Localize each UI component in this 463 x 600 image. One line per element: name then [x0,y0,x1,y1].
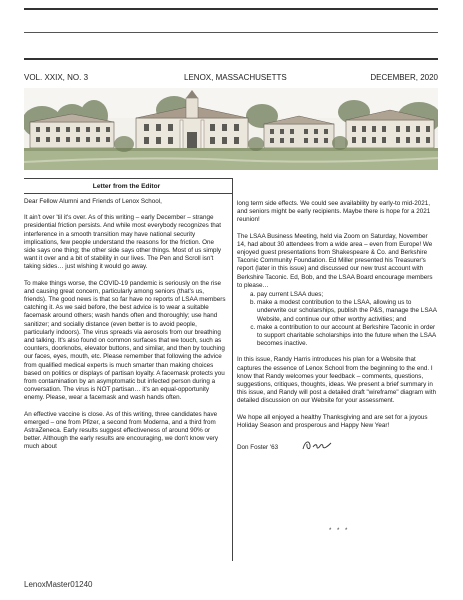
list-item: a. pay current LSAA dues; [257,291,437,299]
letter-column-left [24,198,226,460]
letter-paragraph: It ain't over 'til it's over. As of this writing – early December – strange presidential friction persists. And while most everybody recognizes that interference in a smooth transition may have national security implications, few people understand the reasons for the friction. One side says one thing; the other side says other things. Most of us simply want it over and a bit of stability in our lives. The Pen and Scroll isn't taking sides… just wishing it would go away. [24,214,222,271]
heading-bottom-rule [24,193,232,194]
letter-heading: Letter from the Editor [92,183,161,190]
list-item: c. make a contribution to our account at Berkshire Taconic in order to support charitable scholarships into the future when the LSAA becomes inactive. [257,324,437,349]
letter-column-right [237,200,437,454]
section-end-stars: * * * [329,528,350,534]
heading-top-rule [24,178,232,179]
letter-paragraph: An effective vaccine is close. As of this writing, three candidates have emerged – one from Pfizer, a second from Moderna, and a third from AstraZeneca. Early results suggest effectiveness of around 90% or better. Although the early results are encouraging, we don't know very much about [24,410,219,451]
issue-info-bar [24,72,438,84]
signature-row [237,438,437,454]
page-footer: LenoxMaster01240 [24,580,93,589]
campus-illustration [24,88,438,170]
letter-paragraph: The LSAA Business Meeting, held via Zoom on Saturday, November 14, had about 30 attendees from a wide area – even from Europe! We enjoyed guest presentations from Shakespeare & Co. and Berkshire Taconic Community Foundation. Ed Miller presented his Treasurer's report (later in this issue) and discussed our new trust account with Berkshire Taconic. Ed, Bob, and the LSAA Board encourage members to please… [237,232,433,289]
member-request-list [237,291,437,348]
letter-paragraph: We hope all enjoyed a healthy Thanksgiving and are set for a joyous Holiday Season and prosperous and Happy New Year! [237,413,428,429]
masthead-frame [24,8,438,60]
letter-paragraph: To make things worse, the COVID-19 pandemic is seriously on the rise and causing great concern, particularly among seniors (that's us, friends). The good news is that so far have no reports of LSAA members catching it. As we said before, the best advice is to wear a suitable facemask around others; wash hands often and thoroughly; use hand sanitizer; and socially distance (even better is to avoid people, particularly indoors). The virus spreads via aerosols from our breathing and talking. It's also found on common surfaces that we touch, such as counters, doorknobs, elevator buttons, and similar, and then by touching our faces, eyes, mouth, etc. Please remember that following the advice from qualified medical experts is much smarter than making choices based on politics or displays of partisan loyalty. A facemask protects you from contamination by an asymptomatic but infected person during a conversation. The virus is NOT partisan… it's an equal-opportunity enemy. Please, wear a facemask and wash hands often. [24,279,226,402]
masthead-inner-rule [24,32,438,33]
letter-paragraph: In this issue, Randy Harris introduces his plan for a Website that captures the essence of Lenox School from the beginning to the end. I know that Randy welcomes your feedback – comments, questions, suggestions, critiques, thoughts, ideas. We present a brief summary in this issue, and Randy will post a detailed draft "wireframe" diagram with detailed discussion on our Website for your assessment. [237,356,437,405]
issue-location: LENOX, MASSACHUSETTS [184,73,287,82]
handwritten-signature [301,438,333,455]
column-divider [232,178,233,561]
letter-paragraph: Dear Fellow Alumni and Friends of Lenox School, [24,198,162,205]
signature-name: Don Foster '63 [237,444,279,452]
letter-paragraph: long term side effects. We could see availability by early-to mid-2021, and seniors might be early recipients. Maybe there is hope for a 2021 reunion! [237,200,431,224]
issue-date: DECEMBER, 2020 [370,73,438,82]
list-item: b. make a modest contribution to the LSAA, allowing us to underwrite our scholarships, publish the P&S, manage the LSAA Website, and continue our other worthy activities; and [257,299,437,324]
issue-volume: VOL. XXIX, NO. 3 [24,73,89,82]
